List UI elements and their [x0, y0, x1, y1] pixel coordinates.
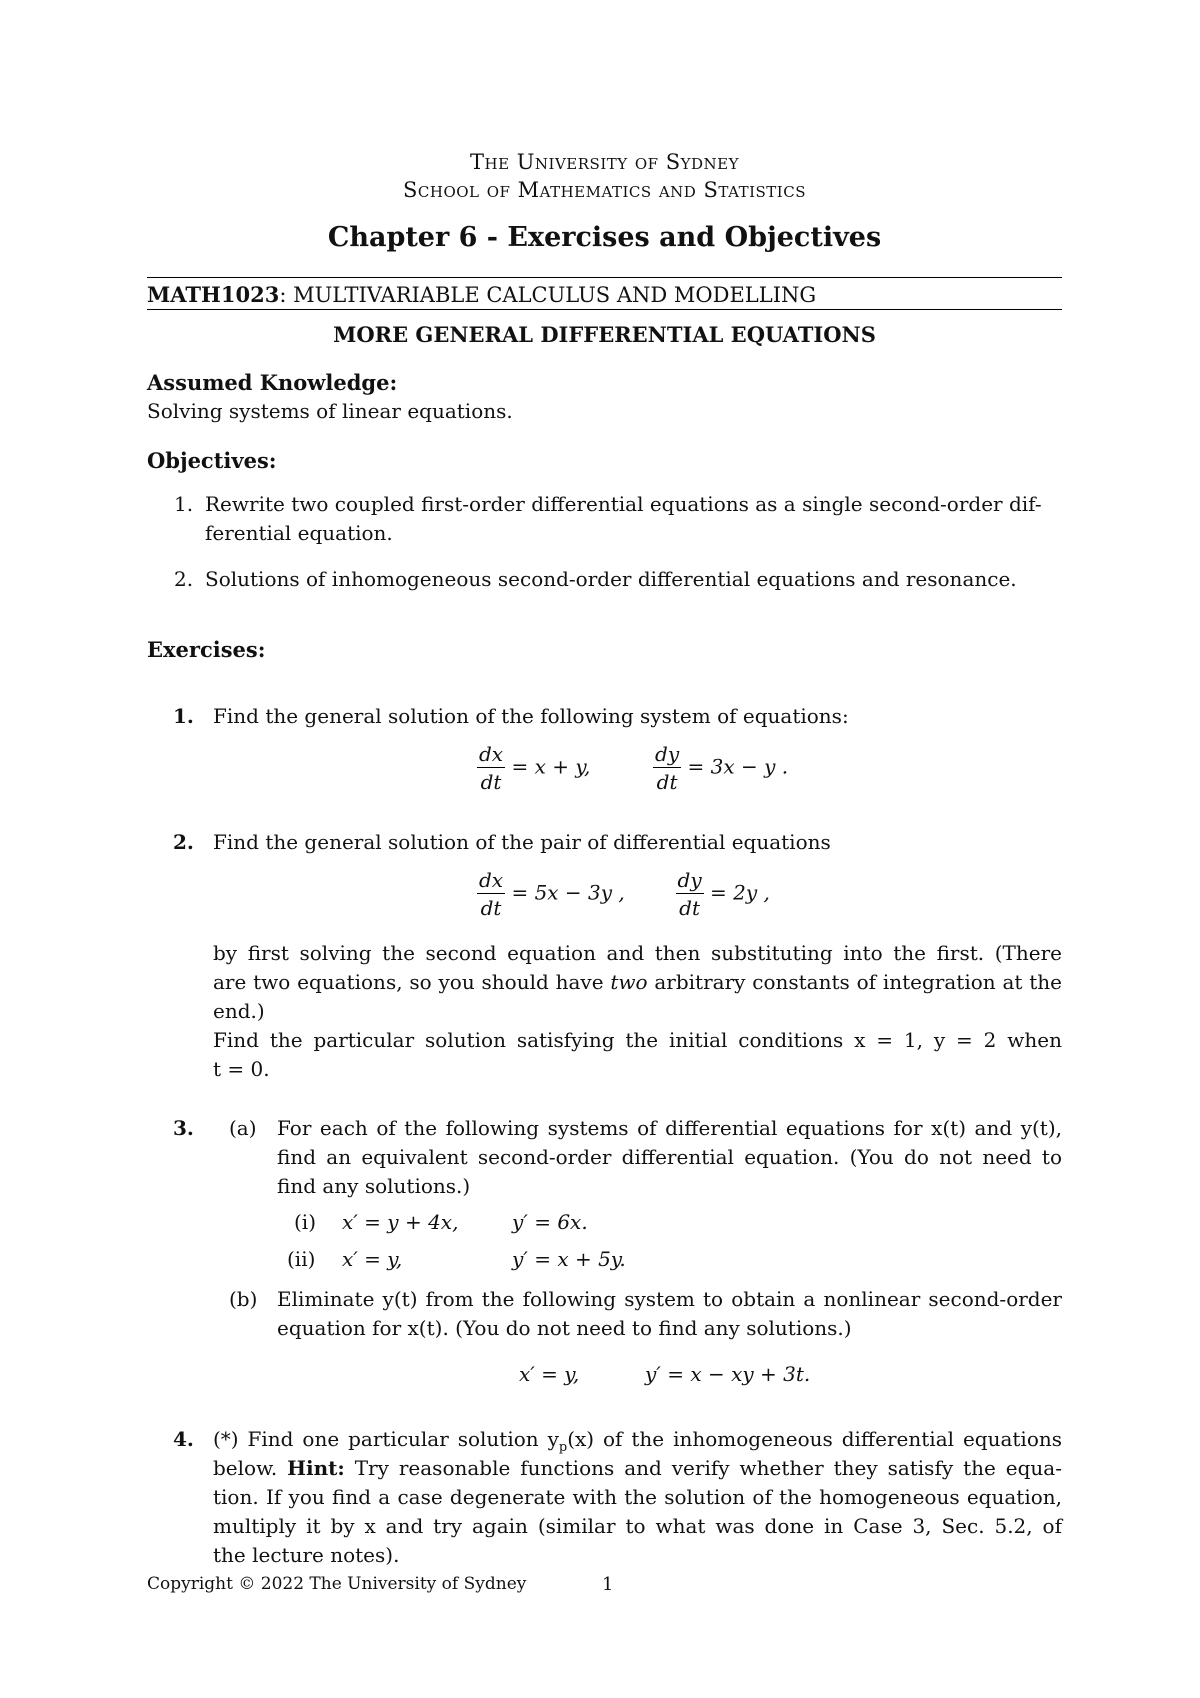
subpart-i-right: y′ = 6x.: [512, 1210, 588, 1234]
page-number: 1: [602, 1574, 614, 1595]
school-name: School of Mathematics and Statistics: [403, 178, 806, 202]
exercise-3-number: 3.: [173, 1116, 194, 1140]
exercise-2-para1-line3: end.): [213, 999, 265, 1023]
assumed-knowledge: [147, 368, 1062, 426]
objectives-heading: Objectives:: [147, 448, 277, 473]
exercise-4-line3: tion. If you find a case degenerate with the solution of the homogeneous equation,: [213, 1485, 1062, 1509]
course-name: : MULTIVARIABLE CALCULUS AND MODELLING: [279, 283, 817, 307]
objective-1-line1: Rewrite two coupled first-order differential equations as a single second-order dif-: [205, 492, 1042, 516]
exercise-4-line4: multiply it by x and try again (similar to what was done in Case 3, Sec. 5.2, of: [213, 1514, 1062, 1538]
fraction: $\frac{dx}{dt}$: [479, 742, 504, 794]
exercise-4-line1: (*) Find one particular solution $y_p(x)$ of the inhomogeneous differential equations: [213, 1427, 1063, 1455]
fraction: $\frac{dy}{dt}$: [677, 868, 702, 920]
chapter-title: Chapter 6 - Exercises and Objectives: [327, 222, 882, 253]
part-b-line1: Eliminate y(t) from the following system to obtain a nonlinear second-order: [277, 1287, 1062, 1311]
course-line: [147, 282, 816, 307]
assumed-knowledge-heading: Assumed Knowledge:: [147, 370, 398, 395]
exercise-1-equation: $\frac{dx}{dt}$ = x + y, $\frac{dy}{dt}$ = 3x − y .: [479, 742, 789, 794]
exercise-2-para2-line2: t = 0.: [213, 1057, 270, 1081]
exercises-heading: Exercises:: [147, 637, 266, 662]
exercise-4-number: 4.: [173, 1427, 194, 1451]
objective-number: 1.: [174, 492, 194, 516]
university-name: The University of Sydney: [470, 150, 739, 174]
exercise-2-text: Find the general solution of the pair of differential equations: [213, 830, 831, 854]
part-b-eq-right: y′ = x − xy + 3t.: [645, 1362, 811, 1386]
subpart-ii-label: (ii): [287, 1247, 316, 1271]
objective-number: 2.: [174, 567, 194, 591]
fraction: $\frac{dx}{dt}$: [479, 868, 504, 920]
assumed-knowledge-text: Solving systems of linear equations.: [147, 399, 513, 423]
part-a-label: (a): [229, 1116, 257, 1140]
exercise-2-para1-line1: by first solving the second equation and then substituting into the first. (There: [213, 941, 1062, 965]
exercise-2-equation: $\frac{dx}{dt}$ = 5x − 3y , $\frac{dy}{dt}$ = 2y ,: [479, 868, 770, 920]
objective-2-line1: Solutions of inhomogeneous second-order differential equations and resonance.: [205, 567, 1017, 591]
exercise-4-line5: the lecture notes).: [213, 1543, 400, 1567]
exercise-2-number: 2.: [173, 830, 194, 854]
top-rule: [147, 277, 1062, 278]
exercise-2-para1-line2: are two equations, so you should have two arbitrary constants of integration at the: [213, 970, 1062, 994]
part-a-line1: For each of the following systems of differential equations for x(t) and y(t),: [277, 1116, 1062, 1140]
document-page: [147, 0, 1062, 1698]
copyright-footer: Copyright © 2022 The University of Sydney: [147, 1574, 527, 1594]
fraction: $\frac{dy}{dt}$: [655, 742, 680, 794]
exercise-1-number: 1.: [173, 704, 194, 728]
part-b-line2: equation for x(t). (You do not need to find any solutions.): [277, 1316, 852, 1340]
section-title: MORE GENERAL DIFFERENTIAL EQUATIONS: [333, 322, 876, 347]
subpart-i-label: (i): [294, 1210, 317, 1234]
part-a-line3: find any solutions.): [277, 1174, 471, 1198]
subpart-ii-right: y′ = x + 5y.: [512, 1247, 626, 1271]
exercise-2-para2-line1: Find the particular solution satisfying the initial conditions x = 1, y = 2 when: [213, 1028, 1062, 1052]
subpart-i-left: x′ = y + 4x,: [342, 1210, 459, 1234]
part-a-line2: find an equivalent second-order differential equation. (You do not need to: [277, 1145, 1062, 1169]
subpart-ii-left: x′ = y,: [342, 1247, 403, 1271]
exercise-1-text: Find the general solution of the following system of equations:: [213, 704, 849, 728]
part-b-eq-left: x′ = y,: [519, 1362, 580, 1386]
course-code: MATH1023: [147, 282, 280, 307]
bottom-rule: [147, 309, 1062, 310]
part-b-label: (b): [229, 1287, 258, 1311]
exercise-4-line2: below. Hint: Try reasonable functions and verify whether they satisfy the equa-: [213, 1456, 1062, 1480]
objective-1-line2: ferential equation.: [205, 521, 393, 545]
